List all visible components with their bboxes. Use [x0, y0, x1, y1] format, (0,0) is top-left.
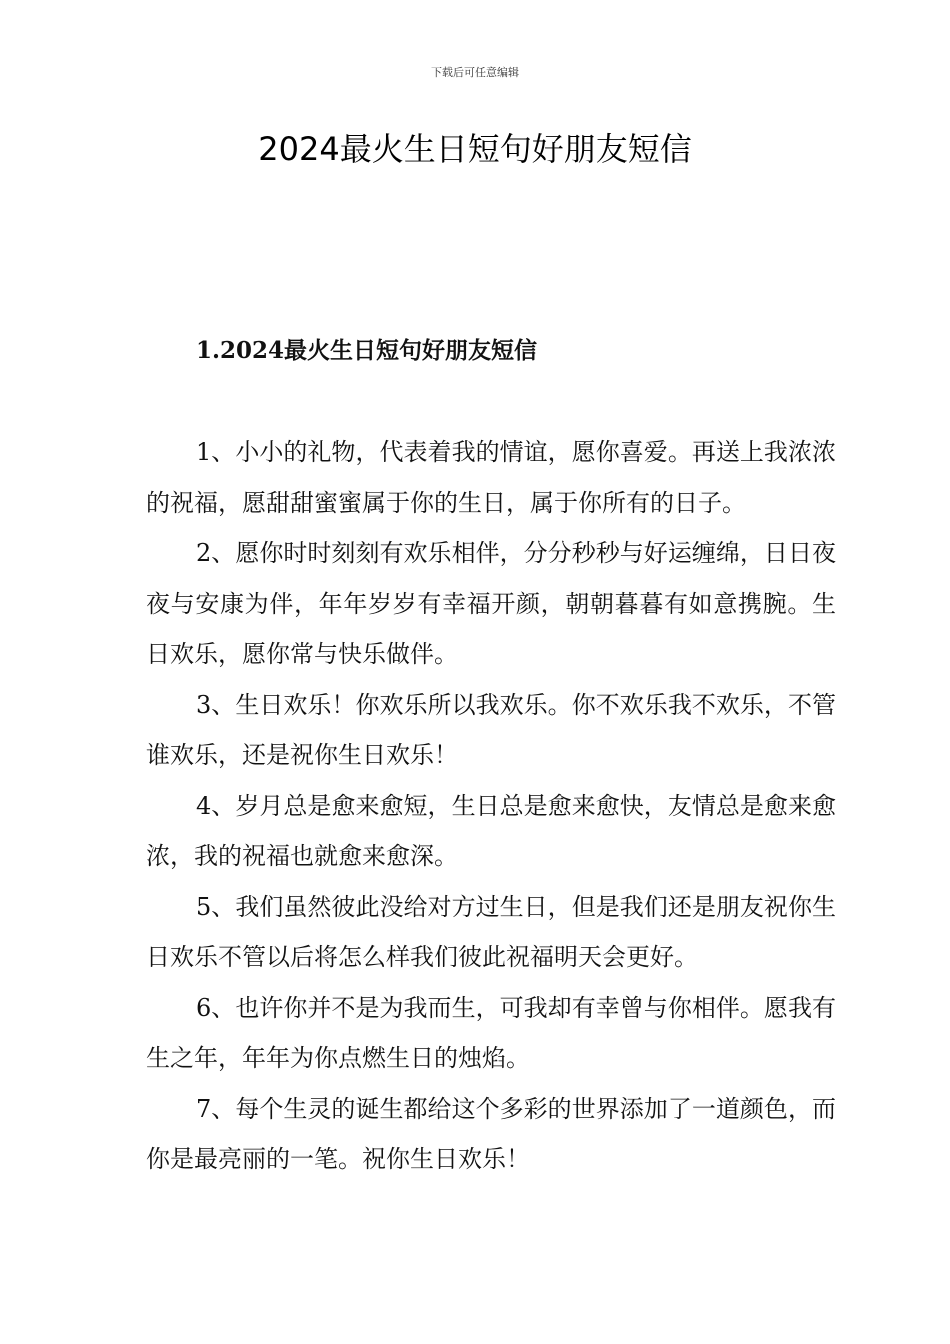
paragraph: 1、小小的礼物，代表着我的情谊，愿你喜爱。再送上我浓浓的祝福，愿甜甜蜜蜜属于你的生日，属于你所有的日子。	[146, 438, 836, 517]
paragraph: 2、愿你时时刻刻有欢乐相伴，分分秒秒与好运缠绵，日日夜夜与安康为伴，年年岁岁有幸福开颜，朝朝暮暮有如意携腕。生日欢乐，愿你常与快乐做伴。	[146, 539, 836, 668]
paragraph: 5、我们虽然彼此没给对方过生日，但是我们还是朋友祝你生日欢乐不管以后将怎么样我们彼此祝福明天会更好。	[146, 892, 836, 971]
document-title: 2024最火生日短句好朋友短信	[258, 130, 692, 168]
header-note: 下载后可任意编辑	[431, 66, 519, 79]
paragraph: 7、每个生灵的诞生都给这个多彩的世界添加了一道颜色，而你是最亮丽的一笔。祝你生日欢乐！	[146, 1094, 836, 1173]
document-body	[146, 427, 836, 1185]
paragraph: 6、也许你并不是为我而生，可我却有幸曾与你相伴。愿我有生之年，年年为你点燃生日的烛焰。	[146, 993, 836, 1072]
paragraph: 4、岁月总是愈来愈短，生日总是愈来愈快，友情总是愈来愈浓，我的祝福也就愈来愈深。	[146, 791, 836, 870]
paragraph: 3、生日欢乐！你欢乐所以我欢乐。你不欢乐我不欢乐，不管谁欢乐，还是祝你生日欢乐！	[146, 690, 836, 769]
section-heading: 1.2024最火生日短句好朋友短信	[196, 337, 538, 364]
